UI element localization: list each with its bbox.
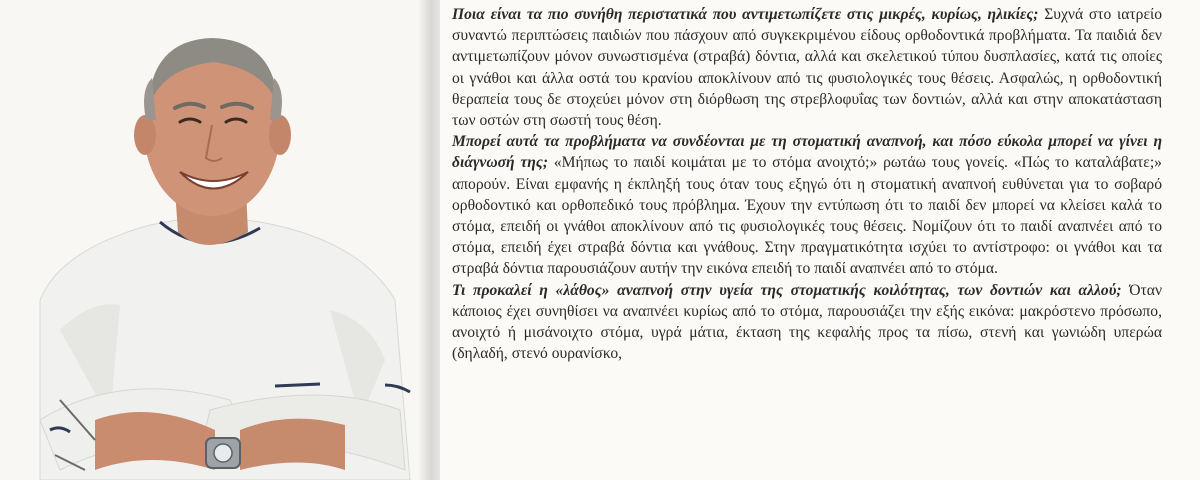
interview-answer: Συχνά στο ιατρείο συναντώ περιπτώσεις παιδιών που πάσχουν από συγκεκριμένου είδους ορθοδοντικά προβλήματα. Τα παιδιά δεν αντιμετωπίζουν μόνον συνωστισμένα (στραβά) δόντια, αλλά και σκελετικού τύπου δυσπλασίες, κατά τις οποίες οι γνάθοι και άλλα οστά του κρανίου αποκλίνουν από τις φυσιολογικές τους θέσεις. Ασφαλώς, η ορθοδοντική θεραπεία τους δε στοχεύει μόνον στη διόρθωση της στρεβλοφυΐας των δοντιών, αλλά και στην αποκατάσταση των οστών στη σωστή τους θέση. [452, 6, 1162, 130]
interview-article [452, 4, 1162, 364]
article-paragraph [452, 280, 1162, 365]
article-paragraph [452, 4, 1162, 131]
page-gutter-shadow [418, 0, 440, 480]
article-paragraph [452, 131, 1162, 279]
interview-answer: Όταν κάποιος έχει συνηθίσει να αναπνέει κυρίως από το στόμα, παρουσιάζει την εξής εικόνα: μακρόστενο πρόσωπο, ανοιχτό ή μισάνοιχτο στόμα, υγρά μάτια, έκταση της κεφαλής προς τα πίσω, στενή και γωνιώδη υπερώα (δηλαδή, στενό ουρανίσκο, [452, 281, 1162, 363]
interview-answer: «Μήπως το παιδί κοιμάται με το στόμα ανοιχτό;» ρωτάω τους γονείς. «Πώς το καταλάβατε;» απορούν. Είναι εμφανής η έκπληξή τους όταν τους εξηγώ ότι η στοματική αναπνοή ευθύνεται για το σοβαρό ορθοδοντικό και ορθοπεδικό τους πρόβλημα. Έχουν την εντύπωση ότι το παιδί δεν μπορεί να κλείσει καλά το στόμα, επειδή οι γνάθοι αποκλίνουν από τις φυσιολογικές τους θέσεις. Νομίζουν ότι το παιδί αναπνέει από το στόμα, επειδή έχει στραβά δόντια και γνάθους. Στην πραγματικότητα ισχύει το αντίστροφο: οι γνάθοι και τα στραβά δόντια παρουσιάζουν αυτήν την εικόνα επειδή το παιδί αναπνέει από το στόμα. [452, 154, 1162, 278]
interview-question: Ποια είναι τα πιο συνήθη περιστατικά που αντιμετωπίζετε στις μικρές, κυρίως, ηλικίες; [452, 6, 1045, 23]
doctor-portrait-illustration [0, 0, 440, 480]
interview-question: Μπορεί αυτά τα προβλήματα να συνδέονται με τη στοματική αναπνοή, και πόσο εύκολα μπορεί να γίνει η διάγνωσή της; [452, 133, 1162, 172]
doctor-photo [0, 0, 440, 480]
interview-question: Τι προκαλεί η «λάθος» αναπνοή στην υγεία της στοματικής κοιλότητας, των δοντιών και αλλού; [452, 281, 1130, 299]
